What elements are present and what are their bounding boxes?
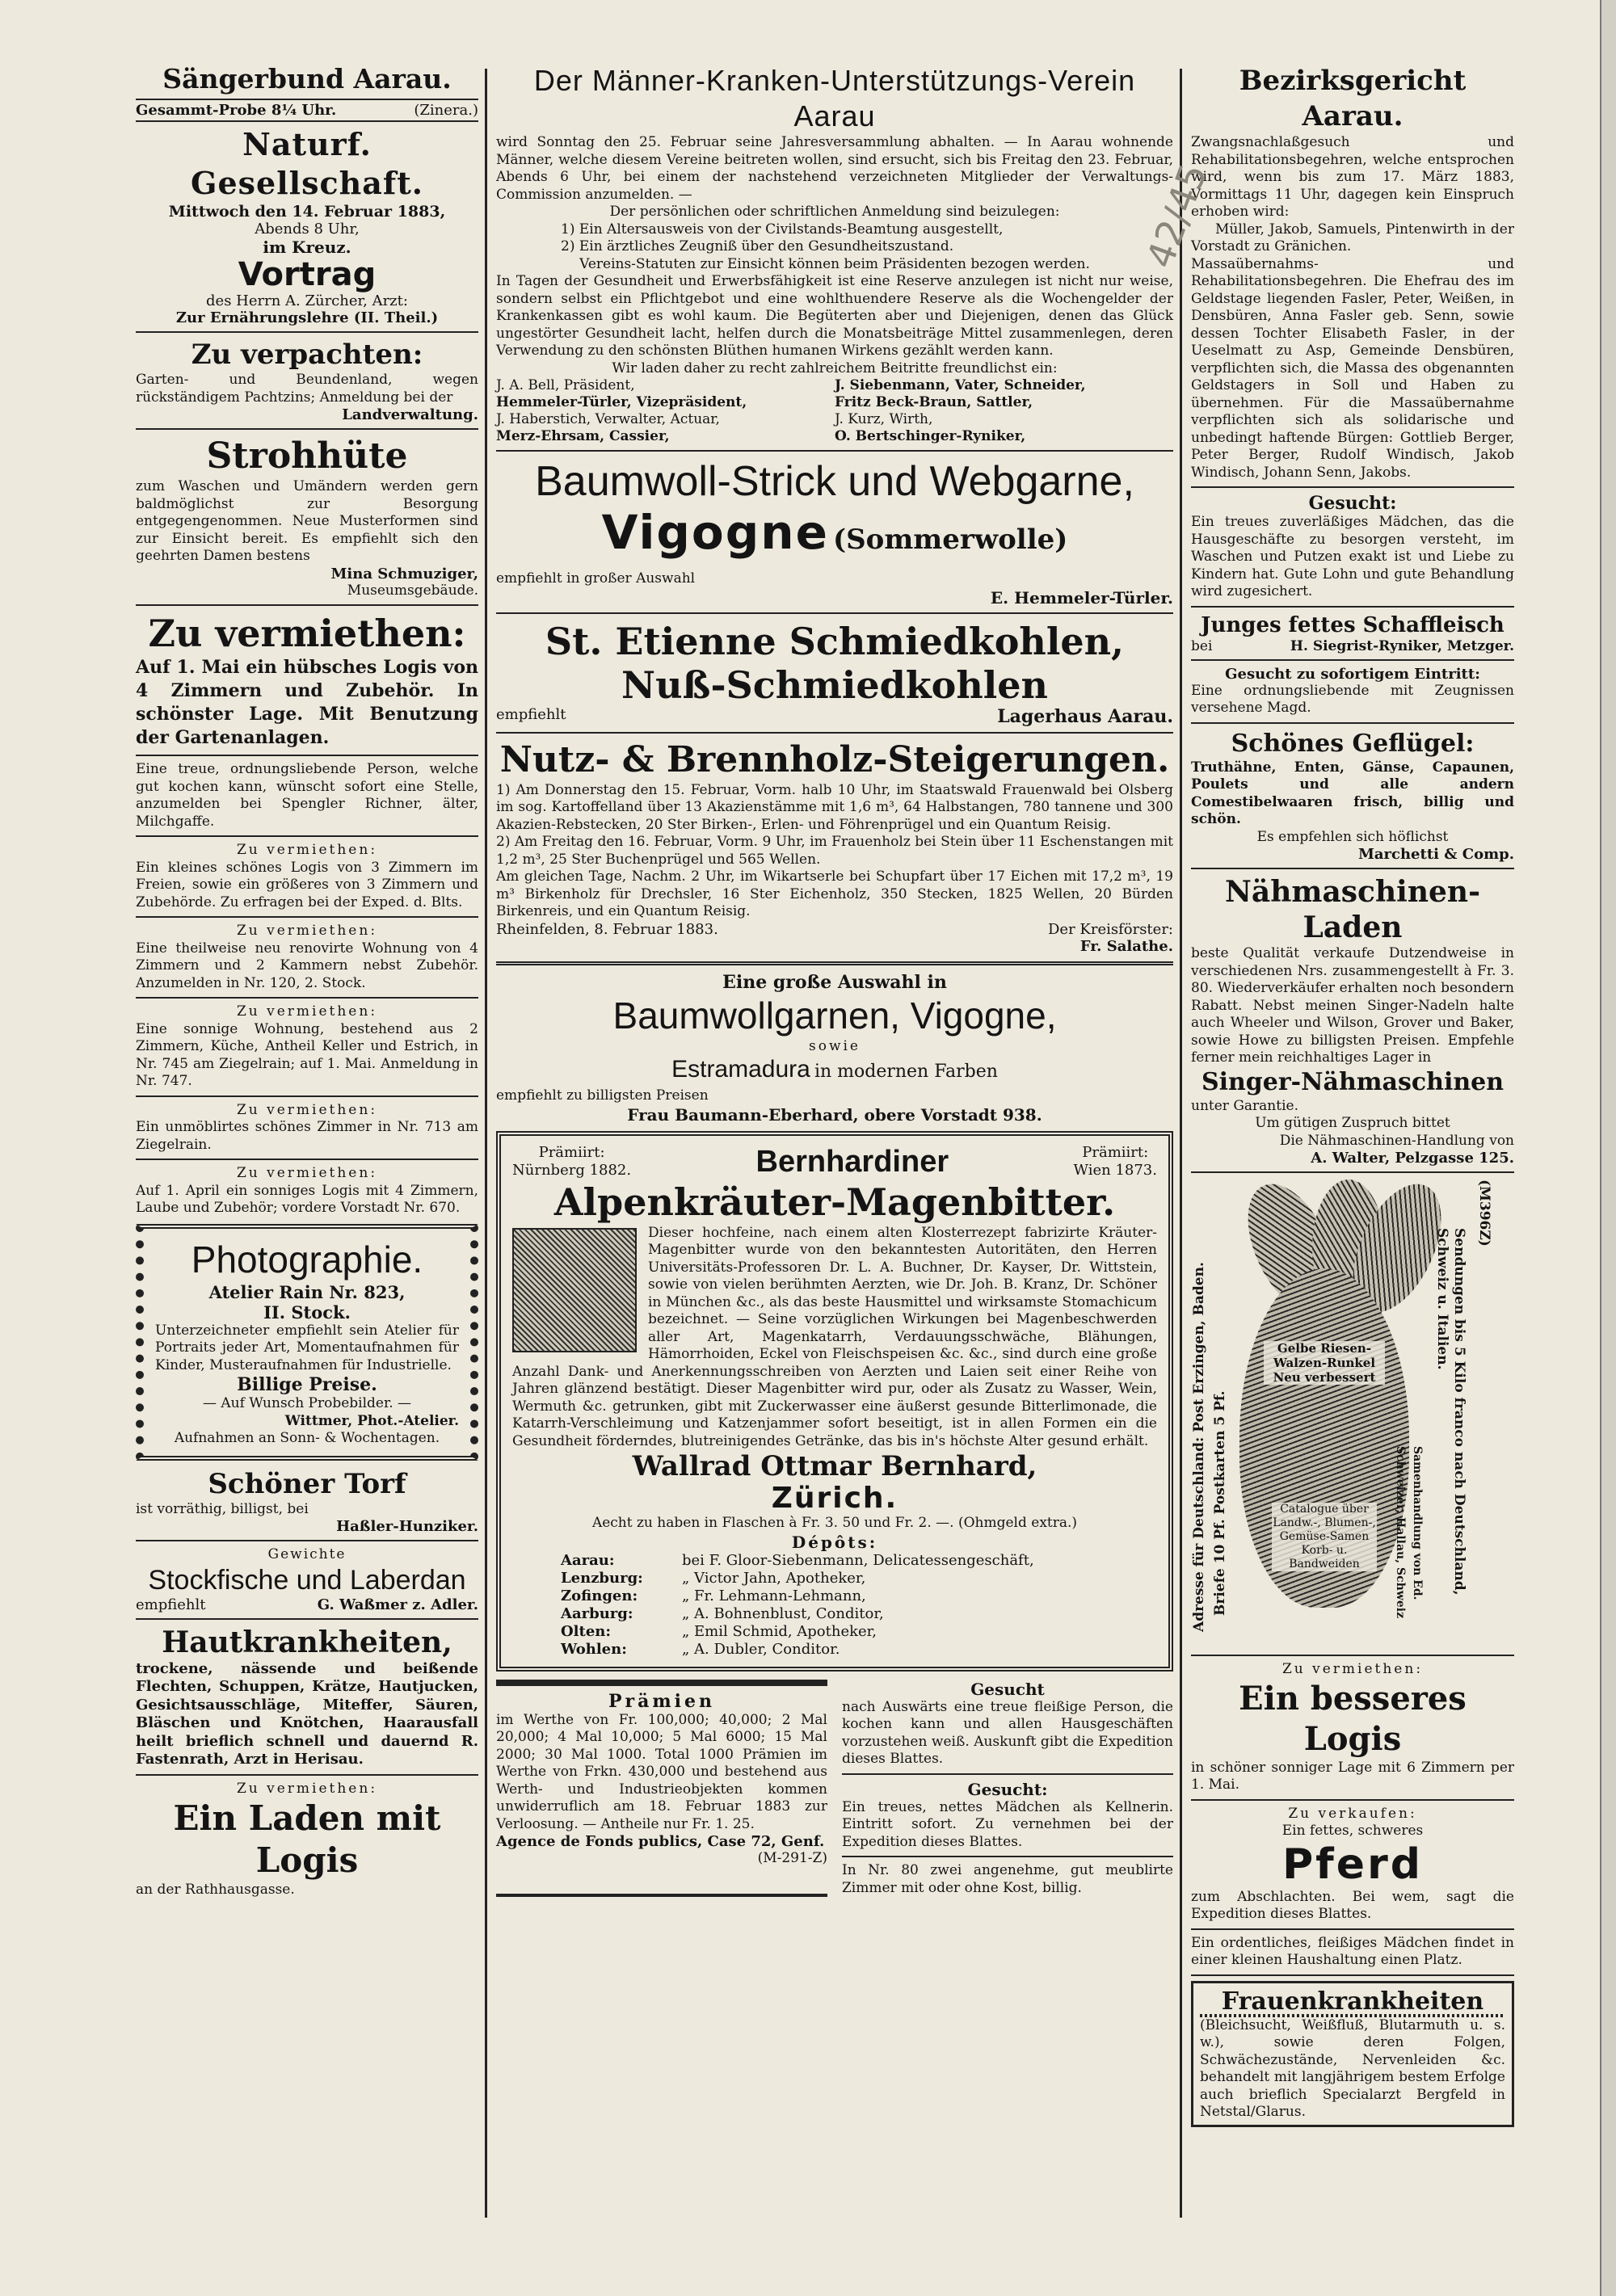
divider — [1191, 868, 1514, 869]
column-rule-right — [1180, 69, 1182, 2218]
samen-vert1: Adresse für Deutschland: Post Erzingen, Baden. — [1191, 1262, 1207, 1632]
logis-title: Ein besseres Logis — [1239, 1679, 1467, 1758]
column-right — [1191, 63, 1514, 2130]
gesucht2-text: Ein treues, nettes Mädchen als Kellnerin. Eintritt sofort. Zu vernehmen bei der Expedition dieses Blattes. — [842, 1798, 1173, 1850]
torf-title: Schöner Torf — [208, 1467, 406, 1500]
kohlen-line2: Nuß-Schmiedkohlen — [621, 662, 1048, 707]
maedchen-text: Ein ordentliches, fleißiges Mädchen findet in einer kleinen Haushaltung einen Platz. — [1191, 1934, 1514, 1968]
divider — [136, 916, 478, 918]
beet-label — [1264, 1341, 1385, 1385]
garne-title: Baumwoll-Strick und Webgarne, — [535, 458, 1134, 505]
right-small-ads — [842, 1680, 1173, 1898]
bitter-name: Bernhardiner — [755, 1144, 949, 1179]
praemien-agency: Agence de Fonds publics, Case 72, Genf. — [496, 1833, 825, 1850]
beet-text3: Catalogue über Landw.-, Blumen-, Gemüse-Samen — [1273, 1503, 1376, 1543]
holz-p1: 1) Am Donnerstag den 15. Februar, Vorm. halb 10 Uhr, im Staatswald Frauenwald bei Olsberg im sog. Kartoffelland über 13 Akazienstämme mit 1,6 m³, 64 Halbstangen, 780 tannene und 300 Akazien-Rebstecken, 20 Ster Birken-, Erlen- und Föhrenprügel und ein Quantum Reisig. — [496, 781, 1173, 833]
divider — [1191, 606, 1514, 608]
depot-place: Aarau: — [561, 1551, 615, 1569]
divider — [136, 1540, 478, 1541]
frauen-title: Frauenkrankheiten — [1200, 1987, 1505, 2017]
holz-date: Rheinfelden, 8. Februar 1883. — [496, 920, 718, 938]
verein-name: Hemmeler-Türler, Vizepräsident, — [496, 394, 747, 410]
divider — [136, 1095, 478, 1097]
verm1-title: Zu vermiethen: — [236, 842, 378, 858]
depot-place: Zofingen: — [561, 1587, 638, 1604]
holz-title: Nutz- & Brennholz-Steigerungen. — [499, 738, 1170, 780]
naehmaschinen-text4: Die Nähmaschinen-Handlung von — [1279, 1132, 1514, 1149]
holz-footer — [496, 921, 1173, 938]
ad-saengerbund — [136, 63, 478, 122]
saengerbund-place: (Zinera.) — [414, 102, 478, 119]
stockfische-sig: G. Waßmer z. Adler. — [317, 1596, 478, 1613]
baumwollgarne-pre: Eine große Auswahl in — [722, 971, 947, 993]
verm3-title: Zu vermiethen: — [236, 1003, 378, 1020]
schaf-left: bei — [1191, 637, 1213, 654]
saengerbund-title: Sängerbund Aarau. — [162, 63, 452, 95]
samen-vert3: Sendungen bis 5 Kilo franco nach Deutschland, Schweiz u. Italien. — [1434, 1228, 1467, 1596]
divider — [1191, 1974, 1514, 1976]
bitter-praem-left-label: Prämiirt: — [538, 1143, 605, 1161]
naturf-place: im Kreuz. — [263, 238, 351, 257]
strohhuete-title: Strohhüte — [206, 435, 408, 477]
holz-p2: 2) Am Freitag den 16. Februar, Vorm. 9 Uhr, im Frauenholz bei Stein über 11 Eschenstangen mit 1,2 m³, 25 Ster Buchenprügel und 565 Wellen. — [496, 834, 1173, 868]
verein-item1: 1) Ein Altersausweis von der Civilstands-Beamtung ausgestellt, — [561, 221, 1004, 238]
photo-title: Photographie. — [191, 1238, 423, 1280]
baumwollgarne-mid: sowie — [808, 1037, 861, 1054]
photo-probe: — Auf Wunsch Probebilder. — — [202, 1395, 412, 1411]
kohlen-sig: Lagerhaus Aarau. — [997, 705, 1173, 727]
ad-verm3 — [136, 1003, 478, 1091]
divider — [496, 732, 1173, 734]
ad-photographie — [136, 1224, 478, 1461]
verein-text3: Vereins-Statuten zur Einsicht können beim Präsidenten bezogen werden. — [579, 255, 1090, 272]
divider — [136, 1618, 478, 1620]
depot-place: Aarburg: — [561, 1604, 633, 1622]
divider — [136, 755, 478, 756]
samen-vert4: Samenhandlung von Ed. Schweizer, Hallau, Schweiz — [1394, 1446, 1424, 1619]
naturf-title: Naturf. Gesellschaft. — [191, 126, 423, 201]
stockfische-pre: Gewichte — [267, 1546, 347, 1562]
ad-praemien — [496, 1680, 827, 1898]
ad-haut — [136, 1625, 478, 1769]
magd-title: Gesucht zu sofortigem Eintritt: — [1225, 665, 1480, 683]
naturf-speaker: des Herrn A. Zürcher, Arzt: — [206, 292, 408, 309]
ad-holz — [496, 738, 1173, 955]
divider — [136, 835, 478, 837]
divider — [136, 1159, 478, 1160]
ad-naturf — [136, 125, 478, 326]
gesucht-title: Gesucht: — [1308, 493, 1397, 514]
naehmaschinen-big: Singer-Nähmaschinen — [1201, 1067, 1504, 1096]
ad-gefluegel — [1191, 729, 1514, 864]
photo-floor: II. Stock. — [263, 1301, 351, 1323]
ad-verein — [496, 63, 1173, 445]
ad-kohlen — [496, 619, 1173, 727]
ad-verm4 — [136, 1102, 478, 1154]
garne-big2: (Sommerwolle) — [833, 524, 1068, 556]
verein-name: J. A. Bell, Präsident, — [496, 377, 635, 393]
kohlen-line — [496, 706, 1173, 727]
ad-person — [136, 761, 478, 831]
bitter-title: Alpenkräuter-Magenbitter. — [553, 1180, 1116, 1224]
divider — [1191, 486, 1514, 488]
naturf-vortrag: Vortrag — [238, 256, 377, 293]
gefluegel-text: Truthähne, Enten, Gänse, Capaunen, Poulets und alle andern Comestibelwaaren frisch, billig und schön. — [1191, 759, 1514, 827]
naehmaschinen-sig: A. Walter, Pelzgasse 125. — [1311, 1150, 1514, 1167]
person-text: Eine treue, ordnungsliebende Person, welche gut kochen kann, wünscht sofort eine Stelle, anzumelden bei Spengler Richner, älter, Milchgaffe. — [136, 761, 478, 830]
gesucht2-title: Gesucht: — [967, 1779, 1048, 1799]
naturf-date: Mittwoch den 14. Februar 1883, — [168, 203, 446, 221]
bitter-maker: Wallrad Ottmar Bernhard, — [632, 1450, 1037, 1482]
baumwollgarne-line: Estramadura — [671, 1056, 810, 1083]
garne-text: empfiehlt in großer Auswahl — [496, 570, 696, 587]
bitter-price: Aecht zu haben in Flaschen à Fr. 3. 50 und Fr. 2. —. (Ohmgeld extra.) — [591, 1515, 1078, 1531]
stockfische-left: empfiehlt — [136, 1596, 206, 1613]
saengerbund-text: Gesammt-Probe 8¼ Uhr. — [136, 102, 337, 119]
beet-text: Gelbe Riesen-Walzen-Runkel — [1273, 1341, 1376, 1370]
ad-schaf — [1191, 612, 1514, 654]
bitter-header — [512, 1144, 1157, 1180]
verein-name: J. Siebenmann, Vater, Schneider, — [835, 377, 1086, 393]
verein-names — [496, 377, 1173, 445]
depot-who: bei F. Gloor-Siebenmann, Delicatessengeschäft, — [682, 1551, 1034, 1569]
bitter-praem-right — [1074, 1144, 1157, 1180]
gefluegel-line: Es empfehlen sich höflichst — [1256, 828, 1449, 845]
ad-laden — [136, 1781, 478, 1899]
vermiethen-big-text: Auf 1. Mai ein hübsches Logis von 4 Zimmern und Zubehör. In schönster Lage. Mit Benutzung der Gartenanlagen. — [136, 657, 478, 748]
kohlen-line1: St. Etienne Schmiedkohlen, — [545, 619, 1125, 663]
beet-text4: Korb- u. Bandweiden — [1289, 1544, 1360, 1571]
gefluegel-title: Schönes Geflügel: — [1231, 729, 1475, 758]
schaf-sig: H. Siegrist-Ryniker, Metzger. — [1290, 637, 1514, 654]
divider — [1191, 1655, 1514, 1656]
baumwollgarne-title: Baumwollgarnen, Vigogne, — [612, 994, 1057, 1037]
divider — [1191, 1928, 1514, 1930]
garne-sig: E. Hemmeler-Türler. — [990, 587, 1173, 608]
divider — [1191, 659, 1514, 661]
ad-stockfische — [136, 1546, 478, 1613]
gesucht1-text: nach Auswärts eine treue fleißige Person, die kochen kann und allen Hausgeschäften vorzustehen weiß. Auskunft gibt die Expedition dieses Blattes. — [842, 1698, 1173, 1767]
bitter-praem-left — [512, 1144, 631, 1180]
ad-verpachten — [136, 338, 478, 423]
haut-title: Hautkrankheiten, — [162, 1625, 452, 1659]
ad-garne — [496, 456, 1173, 608]
garne-big: Vigogne — [601, 505, 829, 560]
naehmaschinen-title: Nähmaschinen-Laden — [1224, 875, 1481, 944]
samen-code: (M396Z) — [1476, 1180, 1492, 1247]
verein-name: O. Bertschinger-Ryniker, — [835, 428, 1026, 444]
gefluegel-sig: Marchetti & Comp. — [1357, 846, 1514, 863]
pferd-line: Ein fettes, schweres — [1281, 1823, 1424, 1839]
naturf-topic: Zur Ernährungslehre (II. Theil.) — [175, 309, 439, 326]
ad-magenbitter — [496, 1131, 1173, 1672]
bottom-split — [496, 1680, 1173, 1898]
ad-gesucht — [1191, 493, 1514, 601]
schaf-title: Junges fettes Schaffleisch — [1201, 612, 1504, 637]
vermiethen-big-title: Zu vermiethen: — [148, 612, 466, 655]
laden-title: Ein Laden mit Logis — [173, 1798, 441, 1880]
schaf-line — [1191, 638, 1514, 654]
verm4-text: Ein unmöblirtes schönes Zimmer in Nr. 713 am Ziegelrain. — [136, 1119, 478, 1153]
verein-text5: Wir laden daher zu recht zahlreichem Beitritte freundlichst ein: — [612, 360, 1058, 376]
verein-title: Der Männer-Kranken-Unterstützungs-Verein Aarau — [533, 64, 1136, 132]
depot-who: „ Fr. Lehmann-Lehmann, — [682, 1587, 866, 1604]
verm4-title: Zu vermiethen: — [236, 1101, 378, 1118]
verm3-text: Eine sonnige Wohnung, bestehend aus 2 Zimmern, Küche, Antheil Keller und Estrich, in Nr. 745 am Ziegelrain; auf 1. Mai. Anmeldung in Nr. 747. — [136, 1020, 478, 1089]
laden-pre: Zu vermiethen: — [236, 1780, 378, 1797]
ad-logis — [1191, 1661, 1514, 1794]
depot-who: „ A. Bohnenblust, Conditor, — [682, 1604, 884, 1622]
pferd-big: Pferd — [1282, 1840, 1423, 1889]
divider — [136, 604, 478, 606]
ad-maedchen — [1191, 1935, 1514, 1970]
ad-gericht — [1191, 63, 1514, 481]
divider — [496, 961, 1173, 965]
naehmaschinen-text2: unter Garantie. — [1191, 1097, 1298, 1114]
divider — [842, 1773, 1173, 1775]
divider — [842, 1856, 1173, 1857]
depot-place: Lenzburg: — [561, 1569, 643, 1587]
holz-p3: Am gleichen Tage, Nachm. 2 Uhr, im Wikartserle bei Schupfart über 17 Eichen mit 17,2 m³, 19 m³ Birkenholz für Drechsler, 16 Ster Eichenholz, 350 Stecken, 1825 Wellen, 20 Bürden Birkenreis, und ein Quantum Reisig. — [496, 868, 1173, 919]
ad-naehmaschinen — [1191, 874, 1514, 1167]
naturf-time: Abends 8 Uhr, — [255, 221, 360, 238]
photo-text: Unterzeichneter empfiehlt sein Atelier für Portraits jeder Art, Momentaufnahmen für Kinder, Musteraufnahmen für Industrielle. — [155, 1322, 459, 1373]
divider — [136, 331, 478, 333]
praemien-code: (M-291-Z) — [757, 1850, 827, 1866]
verein-text1: wird Sonntag den 25. Februar seine Jahresversammlung abhalten. — In Aarau wohnende Männer, welche diesem Vereine beitreten wollen, sind ersucht, sich bis Freitag den 23. Februar, Abends 6 Uhr, bei einem der nachstehend verzeichneten Mitglieder der Verwaltungs-Commission anzumelden. — — [496, 134, 1173, 203]
photo-address: Atelier Rain Nr. 823, — [208, 1281, 406, 1302]
beet-text2: Neu verbessert — [1273, 1370, 1376, 1385]
ad-baumwollgarne — [496, 972, 1173, 1125]
holz-sig-pre: Der Kreisförster: — [1047, 920, 1173, 938]
strohhuete-sig2: Museumsgebäude. — [347, 582, 478, 599]
ad-vermiethen-big — [136, 611, 478, 750]
verpachten-sig: Landverwaltung. — [342, 406, 478, 423]
verein-name: Merz-Ehrsam, Cassier, — [496, 428, 670, 444]
baumwollgarne-sig: Frau Baumann-Eberhard, obere Vorstadt 938. — [627, 1104, 1042, 1125]
logis-pre: Zu vermiethen: — [1281, 1661, 1424, 1677]
verein-name: J. Kurz, Wirth, — [835, 411, 933, 427]
holz-sig: Fr. Salathe. — [1079, 937, 1173, 955]
gericht-p2: Müller, Jakob, Samuels, Pintenwirth in der Vorstadt zu Gränichen. — [1191, 221, 1514, 254]
column-middle — [496, 63, 1173, 1897]
ad-torf — [136, 1467, 478, 1536]
strohhuete-text: zum Waschen und Umändern werden gern baldmöglichst zur Besorgung entgegengenommen. Neue Musterformen sind zur Einsicht bereit. Es empfiehlt sich den geehrten Damen bestens — [136, 478, 478, 564]
zimmer-text: In Nr. 80 zwei angenehme, gut meublirte Zimmer mit oder ohne Kost, billig. — [842, 1862, 1173, 1896]
ad-pferd — [1191, 1806, 1514, 1924]
ad-strohhuete — [136, 435, 478, 599]
monks-illustration — [512, 1228, 637, 1352]
verein-name: Fritz Beck-Braun, Sattler, — [835, 394, 1033, 410]
ad-samenhandlung — [1191, 1180, 1514, 1648]
baumwollgarne-row — [496, 1055, 1173, 1087]
depot-who: „ A. Dubler, Conditor. — [682, 1640, 840, 1658]
verein-item2: 2) Ein ärztliches Zeugniß über den Gesundheitszustand. — [561, 238, 954, 254]
pferd-text: zum Abschlachten. Bei wem, sagt die Expedition dieses Blattes. — [1191, 1888, 1514, 1922]
stockfische-title: Stockfische und Laberdan — [148, 1564, 466, 1596]
bitter-text: Dieser hochfeine, nach einem alten Klosterrezept fabrizirte Kräuter-Magenbitter wurde von den bekanntesten Autoritäten, den Herren Universitäts-Professoren Dr. L. A. Buchner, Dr. Kayser, Dr. Wittstein, sowie von vielen berühmten Aerzten, wie Dr. Joh. B. Kranz, Dr. Schöner in München &c., als das beste Hausmittel und wirksamste Stomachicum bezeichnet. — Seine vorzüglichen Wirkungen bei Magenbeschwerden aller Art, Magenkatarrh, Verdauungsschwäche, Blähungen, Hämorrhoiden, Eckel von Fleischspeisen &c. &c., sind durch eine große Anzahl Dank- und Anerkennungsschreiben von Aerzten und Laien seit einer Reihe von Jahren glänzend bestätigt. Dieser Magenbitter wird pur, oder als Zusatz zu Wasser, Wein, Wermuth &c. getrunken, gibt mit Zuckerwasser eine äußerst gesunde Bitterlimonade, die Katarrh-Verschleimung und Katzenjammer sofort beseitigt, ist in allen Formen ein die Gesundheit förderndes, blutreinigendes Getränke, das bis in's höchste Alter gesund erhält. — [512, 1224, 1157, 1449]
bitter-praem-left-year: Nürnberg 1882. — [512, 1161, 632, 1179]
bitter-praem-right-label: Prämiirt: — [1082, 1143, 1149, 1161]
gericht-title: Bezirksgericht Aarau. — [1239, 65, 1467, 132]
praemien-text: im Werthe von Fr. 100,000; 40,000; 2 Mal 20,000; 4 Mal 10,000; 5 Mal 6000; 15 Mal 2000; 30 Mal 1000. Total 1000 Prämien im Werthe von Frkn. 430,000 und bestehend aus Werth- und Industrieobjekten kommen unwiderruflich am 18. Februar 1883 zur Verloosung. — Antheile nur Fr. 1. 25. — [496, 1711, 827, 1832]
ad-verm5 — [136, 1165, 478, 1217]
bitter-city: Zürich. — [771, 1482, 898, 1515]
divider — [136, 428, 478, 430]
verm2-text: Eine theilweise neu renovirte Wohnung von 4 Zimmern und 2 Kammern nebst Zubehör. Anzumelden in Nr. 120, 2. Stock. — [136, 940, 478, 991]
gericht-p3: Massaübernahms- und Rehabilitationsbegehren. Die Ehefrau des im Geldstage liegenden Fasler, Peter, Weißen, in Densbüren, Anna Fasler geb. Senn, sowie dessen Tochter Elisabeth Fasler, in der Ueselmatt zu Asp, Gemeinde Densbüren, verpflichten sich, die Massa des obgenannten Geldstagers in Soll und Haben zu übernehmen. Für die Massaübernahme verpflichten sich als solidarische und unbedingt haftende Bürgen: Gottlieb Berger, Peter Berger, Rudolf Windisch, Jakob Windisch, Johann Senn, Jakobs. — [1191, 255, 1514, 481]
verm5-text: Auf 1. April ein sonniges Logis mit 4 Zimmern, Laube und Zubehör; vordere Vorstadt Nr. 670. — [136, 1182, 478, 1216]
torf-text: ist vorräthig, billigst, bei — [136, 1500, 309, 1517]
beet-catalogue — [1272, 1503, 1377, 1571]
depot-who: „ Victor Jahn, Apotheker, — [682, 1569, 866, 1587]
frauen-text: (Bleichsucht, Weißfluß, Blutarmuth u. s. w.), sowie deren Folgen, Schwächezustände, Nervenleiden &c. behandelt mit langjährigem bestem Erfolge auch brieflich Specialarzt Bergfeld in Netstal/Glarus. — [1200, 2016, 1505, 2120]
haut-text: trockene, nässende und beißende Flechten, Schuppen, Krätze, Hautjucken, Gesichtsausschläge, Miteffer, Säuren, Bläschen und Knötchen, Haarausfall heilt brieflich schnell und dauernd R. Fastenrath, Arzt in Herisau. — [136, 1659, 478, 1768]
ad-magd — [1191, 666, 1514, 717]
photo-hours: Aufnahmen an Sonn- & Wochentagen. — [174, 1430, 440, 1446]
pencil-mark: 42/45 — [1138, 158, 1216, 274]
stockfische-line — [136, 1596, 478, 1613]
garne-vigogne — [496, 507, 1173, 570]
verein-name: J. Haberstich, Verwalter, Actuar, — [496, 411, 720, 427]
baumwollgarne-line2: in modernen Farben — [814, 1062, 998, 1082]
gericht-p1: Zwangsnachlaßgesuch und Rehabilitationsbegehren, welche entsprochen wird, wenn bis zum 17. März 1883, Vormittags 11 Uhr, dagegen kein Einspruch erhoben wird: — [1191, 134, 1514, 220]
divider — [1191, 1171, 1514, 1173]
verpachten-text: Garten- und Beundenland, wegen rückständigem Pachtzins; Anmeldung bei der — [136, 372, 478, 406]
ad-verm2 — [136, 923, 478, 992]
page-edge — [1600, 0, 1616, 2296]
bitter-depots — [512, 1552, 1157, 1659]
gesucht-text: Ein treues zuverläßiges Mädchen, das die Hausgeschäfte zu besorgen versteht, im Waschen und Putzen exakt ist und Liebe zu Kindern hat. Gute Lohn und gute Behandlung wird zugesichert. — [1191, 514, 1514, 599]
bitter-praem-right-year: Wien 1873. — [1073, 1161, 1157, 1179]
ad-verm1 — [136, 842, 478, 911]
gesucht1-title: Gesucht — [970, 1679, 1045, 1699]
verein-text4: In Tagen der Gesundheit und Erwerbsfähigkeit ist eine Reserve anzulegen ist nicht nur weise, sondern selbst ein Pflichtgebot und eine wohlthuendere Reserve als die Wochengelder der Krankenkassen gibt es wohl kaum. Die Begüterten aber und Diejenigen, denen das Glück ungestörter Gesundheit lacht, helfen durch die Monatsbeiträge Mittel zusammenlegen, deren Verwendung zu den schönsten Blüthen humanen Wirkens gezählt werden kann. — [496, 273, 1173, 359]
ad-frauen — [1191, 1981, 1514, 2127]
depot-who: „ Emil Schmid, Apotheker, — [682, 1622, 877, 1640]
photo-price: Billige Preise. — [237, 1374, 377, 1395]
divider — [1191, 722, 1514, 724]
logis-text: in schöner sonniger Lage mit 6 Zimmern per 1. Mai. — [1191, 1759, 1514, 1793]
naehmaschinen-text3: Um gütigen Zuspruch bittet — [1255, 1115, 1450, 1131]
verm1-text: Ein kleines schönes Logis von 3 Zimmern im Freien, sowie ein größeres von 3 Zimmern und Zubehörde. Zu erfragen bei der Exped. d. Blts. — [136, 859, 478, 910]
verm5-title: Zu vermiethen: — [236, 1165, 378, 1181]
torf-sig: Haßler-Hunziker. — [336, 1518, 478, 1535]
praemien-title: Prämien — [608, 1690, 716, 1712]
photo-sig: Wittmer, Phot.-Atelier. — [284, 1412, 459, 1429]
baumwollgarne-text: empfiehlt zu billigsten Preisen — [496, 1087, 709, 1104]
verein-text2: Der persönlichen oder schriftlichen Anmeldung sind beizulegen: — [609, 204, 1060, 220]
saengerbund-line — [136, 99, 478, 122]
divider — [496, 612, 1173, 614]
laden-text: an der Rathhausgasse. — [136, 1882, 295, 1898]
pferd-pre: Zu verkaufen: — [1288, 1805, 1417, 1822]
depot-place: Olten: — [561, 1622, 612, 1640]
column-rule-left — [485, 69, 487, 2218]
kohlen-left: empfiehlt — [496, 705, 566, 723]
divider — [1191, 1799, 1514, 1801]
bitter-depots-title: Dépôts: — [791, 1532, 878, 1552]
samen-vert2: Briefe 10 Pf. Postkarten 5 Pf. — [1212, 1390, 1228, 1616]
verpachten-title: Zu verpachten: — [191, 339, 423, 371]
verm2-title: Zu vermiethen: — [236, 923, 378, 939]
naehmaschinen-text: beste Qualität verkaufe Dutzendweise in verschiedenen Nrs. zusammengestellt à Fr. 3. 80. Wiederverkäufer erhalten noch besondern Rabatt. Nebst meinen Singer-Nadeln halte auch Wheeler und Wilson, Grover und Baker, sowie Howe zu billigsten Preisen. Empfehle ferner mein reichhaltiges Lager in — [1191, 945, 1514, 1066]
divider — [136, 1774, 478, 1776]
magd-text: Eine ordnungsliebende mit Zeugnissen versehene Magd. — [1191, 682, 1514, 716]
divider — [496, 450, 1173, 452]
column-left — [136, 63, 478, 1903]
strohhuete-sig1: Mina Schmuziger, — [330, 565, 478, 582]
divider — [136, 997, 478, 999]
depot-place: Wohlen: — [561, 1640, 627, 1658]
